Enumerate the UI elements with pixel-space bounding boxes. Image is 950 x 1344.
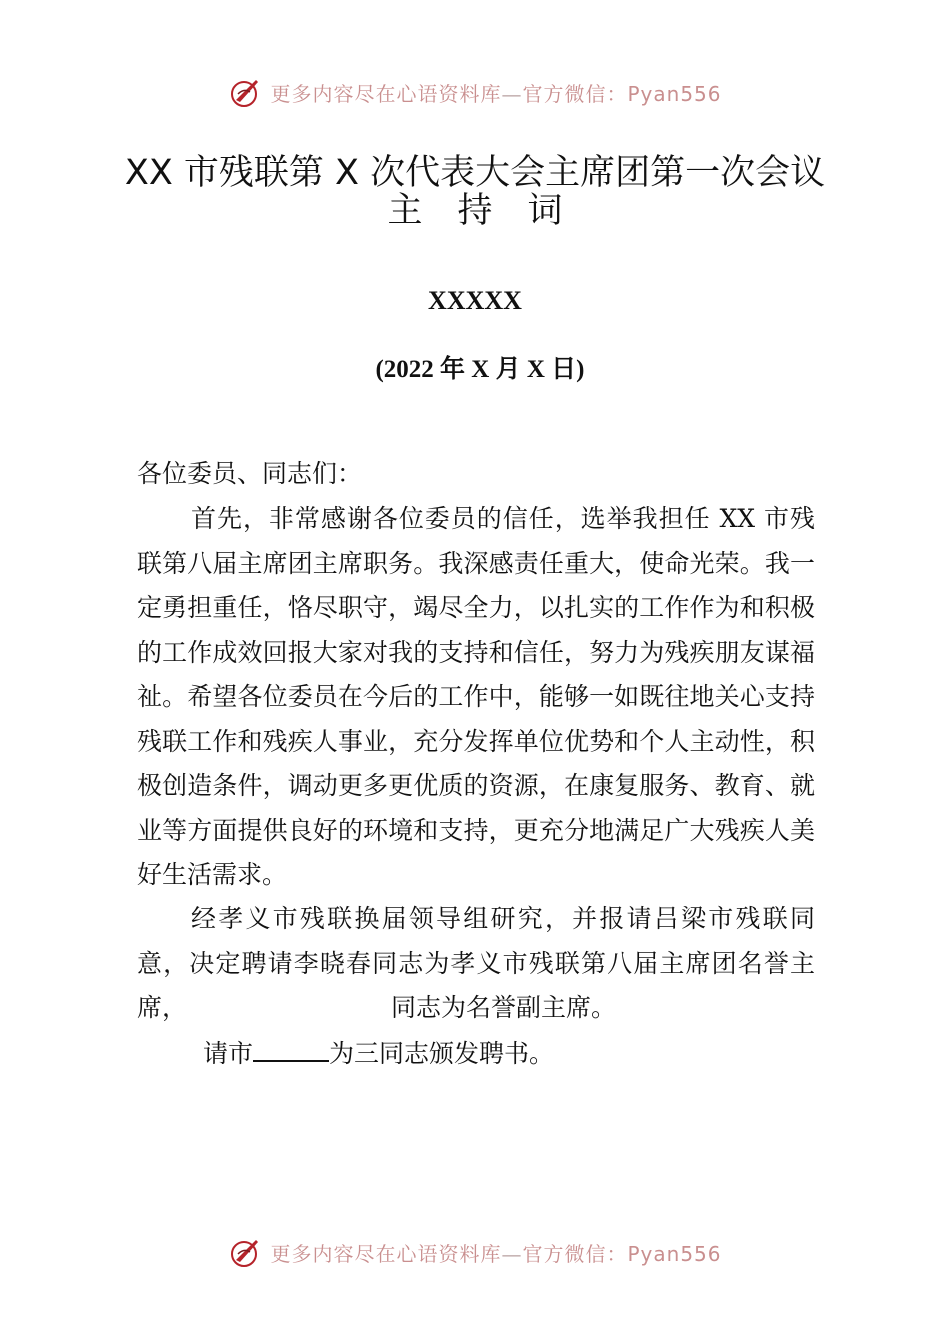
paragraph-2 xyxy=(137,897,815,1031)
paragraph-3-part-2: 为三同志颁发聘书。 xyxy=(329,1039,555,1068)
watermark-main-text: 更多内容尽在心语资料库 xyxy=(270,81,502,106)
watermark-text xyxy=(270,78,721,107)
watermark-dash: — xyxy=(501,1241,523,1266)
document-date: (2022 年 X 月 X 日) xyxy=(375,356,585,383)
paragraph-1: 首先，非常感谢各位委员的信任，选举我担任 XX 市残联第八届主席团主席职务。我深感责任重大，使命光荣。我一定勇担重任，恪尽职守，竭尽全力，以扎实的工作作为和积极的工作成效回报大家对我的支持和信任，努力为残疾朋友谋福祉。希望各位委员在今后的工作中，能够一如既往地关心支持残联工作和残疾人事业，充分发挥单位优势和个人主动性，积极创造条件，调动更多更优质的资源，在康复服务、教育、就业等方面提供良好的环境和支持，更充分地满足广大残疾人美好生活需求。 xyxy=(137,504,815,889)
watermark-header xyxy=(0,72,950,112)
watermark-wechat-label: 官方微信： xyxy=(522,81,628,106)
watermark-dash: — xyxy=(501,81,523,106)
watermark-main-text: 更多内容尽在心语资料库 xyxy=(270,1241,502,1266)
salutation: 各位委员、同志们： xyxy=(137,459,363,488)
paragraph-3-part-1: 请市 xyxy=(203,1039,254,1068)
watermark-wechat-label: 官方微信： xyxy=(522,1241,628,1266)
fill-in-blank xyxy=(253,1034,329,1062)
paragraph-2-part-2: 同志为名誉副主席。 xyxy=(391,993,617,1022)
paragraph-2-part-1: 经孝义市残联换届领导组研究，并报请吕梁市残联同意，决定聘请李晓春同志为孝义市残联第八届主席团名誉主席， xyxy=(137,904,815,1022)
watermark-footer xyxy=(0,1232,950,1272)
paragraph-3 xyxy=(203,1032,554,1077)
watermark-text xyxy=(270,1238,721,1267)
document-author: XXXXX xyxy=(428,286,522,315)
document-title: XX 市残联第 X 次代表大会主席团第一次会议主 持 词 xyxy=(124,153,826,231)
watermark-wechat-id: Pyan556 xyxy=(627,1241,722,1266)
watermark-wechat-id: Pyan556 xyxy=(627,81,722,106)
quill-seal-icon xyxy=(228,74,264,110)
quill-seal-icon xyxy=(228,1234,264,1270)
